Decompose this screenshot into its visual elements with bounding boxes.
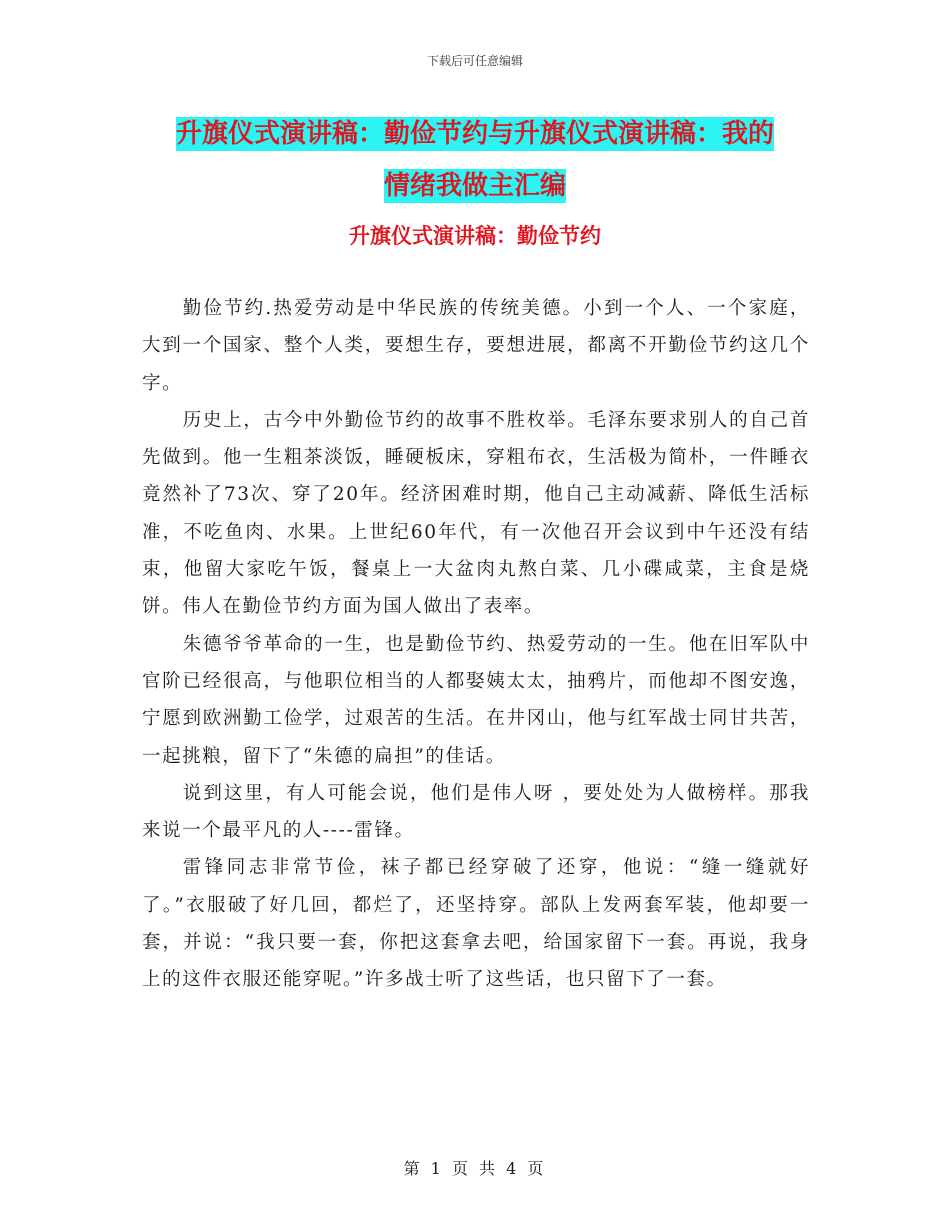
header-note: 下载后可任意编辑 bbox=[426, 54, 523, 68]
paragraph: 勤俭节约.热爱劳动是中华民族的传统美德。小到一个人、一个家庭，大到一个国家、整个人类，要想生存，要想进展，都离不开勤俭节约这几个字。 bbox=[142, 298, 810, 394]
document-title bbox=[140, 108, 810, 212]
paragraph: 雷锋同志非常节俭，袜子都已经穿破了还穿，他说：“缝一缝就好了。”衣服破了好几回，都烂了，还坚持穿。部队上发两套军装，他却要一套，并说：“我只要一套，你把这套拿去吧，给国家留下一套。再说，我身上的这件衣服还能穿呢。”许多战士听了这些话，也只留下了一套。 bbox=[142, 857, 810, 991]
document-title-line-2: 情绪我做主汇编 bbox=[383, 171, 566, 201]
page-footer: 第 1 页 共 4 页 bbox=[403, 1159, 547, 1178]
paragraph: 朱德爷爷革命的一生，也是勤俭节约、热爱劳动的一生。他在旧军队中官阶已经很高，与他职位相当的人都娶姨太太，抽鸦片，而他却不图安逸，宁愿到欧洲勤工俭学，过艰苦的生活。在井冈山，他与红军战士同甘共苦，一起挑粮，留下了“朱德的扁担”的佳话。 bbox=[142, 633, 810, 767]
section-title: 升旗仪式演讲稿：勤俭节约 bbox=[349, 224, 601, 248]
paragraph: 历史上，古今中外勤俭节约的故事不胜枚举。毛泽东要求别人的自己首先做到。他一生粗茶淡饭，睡硬板床，穿粗布衣，生活极为简朴，一件睡衣竟然补了73次、穿了20年。经济困难时期，他自己主动减薪、降低生活标准，不吃鱼肉、水果。上世纪60年代，有一次他召开会议到中午还没有结束，他留大家吃午饭，餐桌上一大盆肉丸熬白菜、几小碟咸菜，主食是烧饼。伟人在勤俭节约方面为国人做出了表率。 bbox=[142, 409, 810, 618]
paragraph: 说到这里，有人可能会说，他们是伟人呀 ，要处处为人做榜样。那我来说一个最平凡的人----雷锋。 bbox=[142, 782, 810, 842]
body-text bbox=[142, 290, 810, 999]
document-title-line-1: 升旗仪式演讲稿：勤俭节约与升旗仪式演讲稿：我的 bbox=[175, 119, 774, 149]
